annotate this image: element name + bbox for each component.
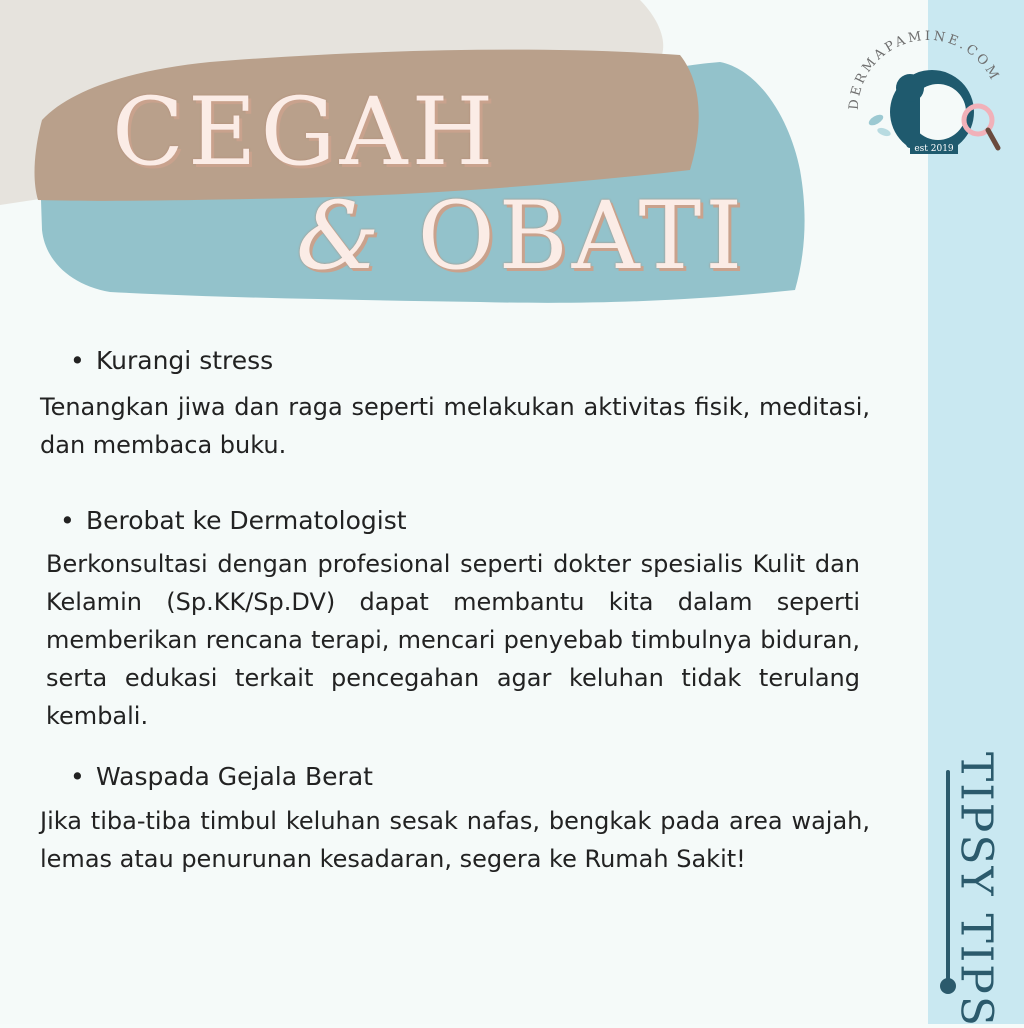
logo-est: est 2019 <box>914 144 954 154</box>
tip-3-body: Jika tiba-tiba timbul keluhan sesak nafas, bengkak pada area wajah, lemas atau penurunan kesadaran, segera ke Rumah Sakit! <box>40 807 870 873</box>
title-ampersand: & <box>296 182 384 291</box>
tip-1-body: Tenangkan jiwa dan raga seperti melakukan aktivitas fisik, meditasi, dan membaca buku. <box>40 393 870 459</box>
title-line-2 <box>296 182 746 291</box>
tipsy-tips-text: TIPSY TIPS <box>950 752 1002 1028</box>
tip-2-body: Berkonsultasi dengan profesional seperti dokter spesialis Kulit dan Kelamin (Sp.KK/Sp.DV) dapat membantu kita dalam seperti memberikan rencana terapi, mencari penyebab timbulnya biduran, serta edukasi terkait pencegahan agar keluhan tidak terulang kembali. <box>46 550 860 730</box>
title-obati: OBATI <box>417 182 747 291</box>
dermapamine-logo <box>838 20 1018 180</box>
tip-3-heading: • Waspada Gejala Berat <box>96 762 373 791</box>
logo-text: DERMAPAMINE.COM <box>846 28 1003 111</box>
sidebar-label <box>930 752 1020 1028</box>
tip-2-heading: • Berobat ke Dermatologist <box>86 506 407 535</box>
title-line-1: CEGAH <box>112 78 498 187</box>
tip-1-heading: • Kurangi stress <box>96 346 273 375</box>
